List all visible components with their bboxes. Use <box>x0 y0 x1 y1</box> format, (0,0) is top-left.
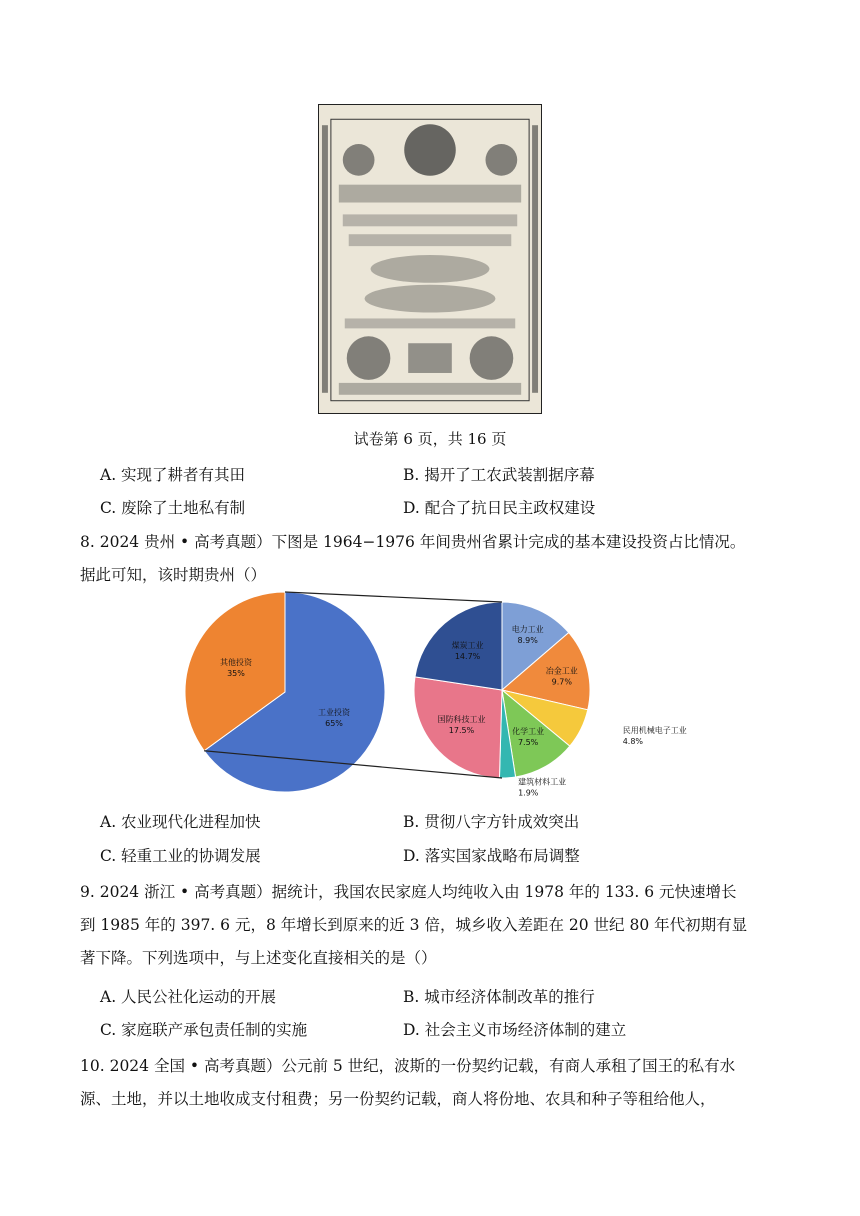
q7-option-c[interactable]: C. 废除了土地私有制 <box>100 499 246 517</box>
pie-industry-label-5: 国防科技工业 <box>437 714 486 724</box>
pie-industry-value-6: 14.7% <box>454 651 481 661</box>
q9-option-d[interactable]: D. 社会主义市场经济体制的建立 <box>403 1021 627 1039</box>
woodcut-illustration <box>318 104 542 414</box>
pie-industry-value-4: 1.9% <box>518 788 539 798</box>
q10-stem <box>80 1050 785 1116</box>
q9-option-a[interactable]: A. 人民公社化运动的开展 <box>100 988 277 1006</box>
pie-total-label-1: 其他投资 <box>219 658 252 668</box>
q9-stem <box>80 876 785 975</box>
q8-stem-line1: 8. 2024 贵州 • 高考真题）下图是 1964−1976 年间贵州省累计完成的基本建设投资占比情况。 <box>80 533 746 551</box>
pie-industry-value-3: 7.5% <box>517 737 539 747</box>
q8-stem-line2: 据此可知，该时期贵州（） <box>80 566 267 584</box>
q7-option-d[interactable]: D. 配合了抗日民主政权建设 <box>403 499 596 517</box>
pie-industry-value-5: 17.5% <box>448 725 475 735</box>
pie-total-value-0: 65% <box>325 718 343 728</box>
q9-stem-line2: 到 1985 年的 397. 6 元，8 年增长到原来的近 3 倍，城乡收入差距在 20 世纪 80 年代初期有显 <box>80 916 748 934</box>
pie-industry-label-4: 建筑材料工业 <box>518 777 567 787</box>
pie-total-label-0: 工业投资 <box>318 707 351 717</box>
pie-industry-label-0: 电力工业 <box>511 625 544 635</box>
pie-industry-value-2: 4.8% <box>622 736 644 746</box>
q9-stem-line3: 著下降。下列选项中，与上述变化直接相关的是（） <box>80 949 437 967</box>
q8-option-c[interactable]: C. 轻重工业的协调发展 <box>100 847 261 865</box>
page-footer: 试卷第 6 页，共 16 页 <box>353 430 507 448</box>
investment-pie-charts <box>180 590 700 800</box>
q8-option-a[interactable]: A. 农业现代化进程加快 <box>100 813 261 831</box>
pie-industry-label-2: 民用机械电子工业 <box>622 725 687 735</box>
pie-industry-value-1: 9.7% <box>551 677 572 687</box>
pie-chart-total <box>185 592 385 792</box>
pie-total-value-1: 35% <box>227 669 245 679</box>
q7-option-a[interactable]: A. 实现了耕者有其田 <box>100 466 246 484</box>
q8-option-d[interactable]: D. 落实国家战略布局调整 <box>403 847 580 865</box>
pie-chart-industry <box>414 602 687 798</box>
pie-industry-label-6: 煤炭工业 <box>451 640 484 650</box>
q9-option-b[interactable]: B. 城市经济体制改革的推行 <box>403 988 595 1006</box>
q8-stem <box>80 526 785 592</box>
q10-stem-line1: 10. 2024 全国 • 高考真题）公元前 5 世纪，波斯的一份契约记载，有商人承租了国王的私有水 <box>80 1057 736 1075</box>
q8-option-b[interactable]: B. 贯彻八字方针成效突出 <box>403 813 580 831</box>
pie-industry-value-0: 8.9% <box>517 636 538 646</box>
q9-stem-line1: 9. 2024 浙江 • 高考真题）据统计，我国农民家庭人均纯收入由 1978 年的 133. 6 元快速增长 <box>80 883 737 901</box>
q7-option-b[interactable]: B. 揭开了工农武装割据序幕 <box>403 466 595 484</box>
q10-stem-line2: 源、土地，并以土地收成支付租费；另一份契约记载，商人将份地、农具和种子等租给他人， <box>80 1090 716 1108</box>
pie-industry-label-3: 化学工业 <box>512 726 545 736</box>
pie-industry-label-1: 冶金工业 <box>545 666 578 676</box>
q9-option-c[interactable]: C. 家庭联产承包责任制的实施 <box>100 1021 308 1039</box>
